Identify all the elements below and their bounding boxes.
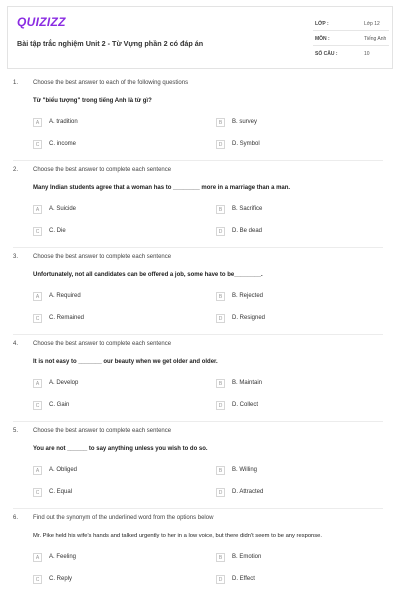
option-letter-box: C [33, 314, 42, 323]
option-text: A. tradition [49, 119, 78, 125]
option-letter-box: C [33, 488, 42, 497]
option-letter-box: C [33, 575, 42, 584]
question-number: 4. [13, 341, 19, 347]
option-text: C. income [49, 141, 77, 147]
option-letter-box: A [33, 205, 42, 214]
option-text: A. Required [49, 293, 81, 299]
option-text: A. Suicide [49, 206, 77, 212]
option-letter-box: B [216, 205, 225, 214]
option-text: C. Gain [49, 402, 70, 408]
option-letter-box: D [216, 140, 225, 149]
option-letter-box: D [216, 314, 225, 323]
option-text: B. Sacrifice [232, 206, 263, 212]
question-divider [13, 421, 383, 422]
option-letter-box: B [216, 379, 225, 388]
option-text: A. Obliged [49, 467, 78, 473]
question-number: 3. [13, 254, 19, 260]
option-text: A. Develop [49, 380, 79, 386]
question-instruction: Choose the best answer to complete each sentence [33, 254, 172, 260]
option-text: C. Die [49, 228, 66, 234]
question-prompt: You are not ______ to say anything unless you wish to do so. [33, 446, 208, 452]
option-letter-box: C [33, 140, 42, 149]
option-text: C. Equal [49, 489, 73, 495]
option-text: D. Resigned [232, 315, 266, 321]
option-letter-box: D [216, 227, 225, 236]
question-divider [13, 334, 383, 335]
option-text: B. Maintain [232, 380, 263, 386]
question-divider [13, 508, 383, 509]
question-instruction: Choose the best answer to complete each sentence [33, 341, 172, 347]
meta-label: LỚP : [315, 21, 329, 27]
question-prompt: Từ "biểu tượng" trong tiếng Anh là từ gì? [33, 98, 152, 104]
option-letter-box: D [216, 488, 225, 497]
meta-row-subject [313, 31, 389, 46]
document-title: Bài tập trắc nghiệm Unit 2 - Từ Vựng phần 2 có đáp án [17, 39, 204, 48]
question-instruction: Find out the synonym of the underlined word from the options below [33, 515, 214, 521]
option-letter-box: A [33, 553, 42, 562]
option-text: B. survey [232, 119, 258, 125]
option-letter-box: B [216, 466, 225, 475]
meta-value: 10 [364, 51, 370, 57]
quizizz-logo: QUIZIZZ [17, 15, 66, 29]
option-text: D. Be dead [232, 228, 263, 234]
question-prompt: It is not easy to _______ our beauty when we get older and older. [33, 359, 218, 365]
option-letter-box: A [33, 292, 42, 301]
option-letter-box: D [216, 575, 225, 584]
question-number: 6. [13, 515, 19, 521]
question-divider [13, 247, 383, 248]
option-letter-box: B [216, 553, 225, 562]
meta-table [313, 16, 389, 61]
option-text: C. Reply [49, 576, 73, 582]
option-letter-box: A [33, 379, 42, 388]
question-instruction: Choose the best answer to each of the following questions [33, 80, 189, 86]
option-text: D. Effect [232, 576, 255, 582]
meta-label: MÔN : [315, 36, 330, 42]
option-letter-box: A [33, 118, 42, 127]
question-number: 1. [13, 80, 19, 86]
question-number: 5. [13, 428, 19, 434]
meta-label: SỐ CÂU : [315, 51, 338, 57]
option-letter-box: D [216, 401, 225, 410]
option-text: D. Collect [232, 402, 259, 408]
question-divider [13, 160, 383, 161]
option-text: C. Remained [49, 315, 85, 321]
question-prompt: Many Indian students agree that a woman has to ________ more in a marriage than a man. [33, 185, 291, 191]
option-letter-box: C [33, 227, 42, 236]
option-text: A. Feeling [49, 554, 77, 560]
option-letter-box: C [33, 401, 42, 410]
meta-row-count [313, 46, 389, 61]
question-prompt: Unfortunately, not all candidates can be offered a job, some have to be________. [33, 272, 263, 278]
question-instruction: Choose the best answer to complete each sentence [33, 167, 172, 173]
option-text: D. Attracted [232, 489, 264, 495]
option-text: B. Rejected [232, 293, 264, 299]
option-letter-box: B [216, 118, 225, 127]
option-letter-box: B [216, 292, 225, 301]
option-text: D. Symbol [232, 141, 260, 147]
question-number: 2. [13, 167, 19, 173]
worksheet-header [7, 6, 393, 69]
meta-value: Tiếng Anh [364, 36, 387, 42]
option-text: B. Emotion [232, 554, 262, 560]
option-letter-box: A [33, 466, 42, 475]
meta-value: Lớp 12 [364, 21, 380, 27]
meta-row-class [313, 16, 389, 31]
question-instruction: Choose the best answer to complete each sentence [33, 428, 172, 434]
option-text: B. Willing [232, 467, 258, 473]
question-prompt: Mr. Pike held his wife's hands and talked urgently to her in a low voice, but there didn't seem to be any response. [33, 533, 323, 539]
